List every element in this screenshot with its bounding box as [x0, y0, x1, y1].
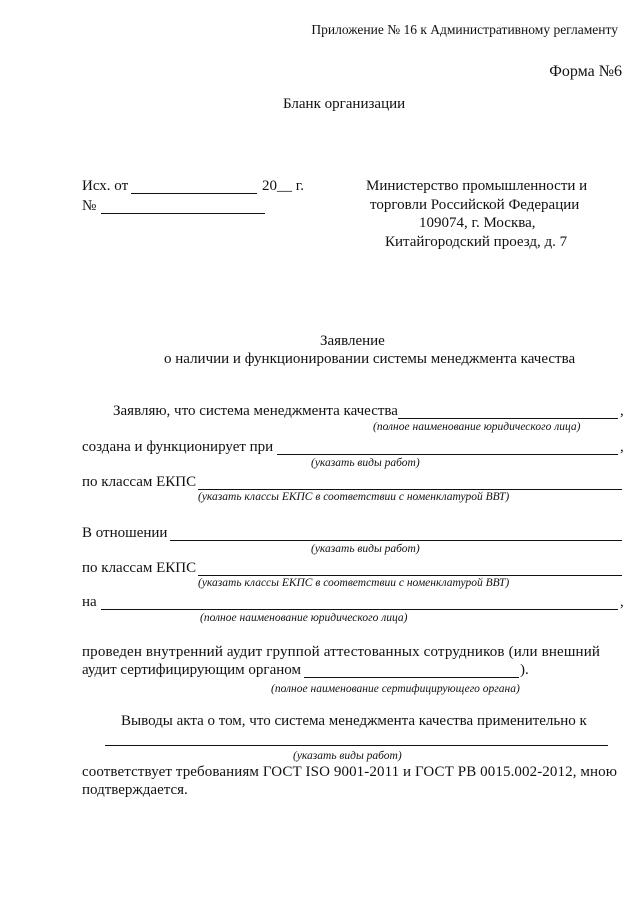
comma: , — [620, 594, 624, 610]
ekps-classes-text: по классам ЕКПС — [82, 560, 197, 576]
outgoing-date-field[interactable] — [131, 193, 257, 194]
audit-close: ). — [520, 662, 529, 678]
created-at-field[interactable] — [277, 454, 618, 455]
appendix-note: Приложение № 16 к Административному регламенту — [311, 22, 618, 37]
outgoing-ref-label: Исх. от — [82, 178, 129, 194]
comma: , — [620, 439, 624, 455]
legal-entity-hint: (полное наименование юридического лица) — [200, 612, 408, 624]
form-number: Форма №6 — [549, 63, 622, 80]
created-at-text: создана и функционирует при — [82, 439, 274, 455]
ekps-classes-hint: (указать классы ЕКПС в соответствии с номенклатурой ВВТ) — [198, 491, 510, 503]
outgoing-number-field[interactable] — [101, 213, 265, 214]
statement-text: Заявляю, что система менеджмента качества — [113, 403, 398, 419]
audit-text-line-1: проведен внутренний аудит группой аттестованных сотрудников (или внешний — [82, 644, 601, 660]
addressee-line-2: торговли Российской Федерации — [370, 197, 580, 213]
regarding-text: В отношении — [82, 525, 168, 541]
organization-blank-label: Бланк организации — [283, 96, 406, 112]
certifying-body-field[interactable] — [304, 677, 519, 678]
ekps-classes-field[interactable] — [198, 489, 622, 490]
on-text: на — [82, 594, 97, 610]
outgoing-year-label: 20__ г. — [262, 178, 304, 194]
document-title: Заявление — [320, 333, 385, 349]
work-types-hint: (указать виды работ) — [311, 543, 420, 555]
legal-entity-field[interactable] — [101, 609, 618, 610]
work-types-hint: (указать виды работ) — [293, 750, 402, 762]
work-types-hint: (указать виды работ) — [311, 457, 420, 469]
addressee-line-1: Министерство промышленности и — [366, 178, 588, 194]
audit-text-line-2: аудит сертифицирующим органом — [82, 662, 301, 678]
quality-system-field[interactable] — [398, 418, 618, 419]
ekps-classes-field[interactable] — [198, 575, 622, 576]
certifying-body-hint: (полное наименование сертифицирующего органа) — [271, 683, 520, 695]
conclusion-work-types-field[interactable] — [105, 745, 608, 746]
conclusion-text: Выводы акта о том, что система менеджмента качества применительно к — [121, 713, 587, 729]
regarding-field[interactable] — [170, 540, 622, 541]
addressee-line-3: 109074, г. Москва, — [419, 215, 536, 231]
addressee-line-4: Китайгородский проезд, д. 7 — [385, 234, 568, 250]
comma: , — [620, 403, 624, 419]
outgoing-number-label: № — [82, 198, 97, 214]
final-text-line-2: подтверждается. — [82, 782, 188, 798]
legal-entity-hint: (полное наименование юридического лица) — [373, 421, 581, 433]
document-subtitle: о наличии и функционировании системы менеджмента качества — [164, 351, 576, 367]
final-text-line-1: соответствует требованиям ГОСТ ISO 9001-2011 и ГОСТ РВ 0015.002-2012, мною — [82, 764, 618, 780]
ekps-classes-hint: (указать классы ЕКПС в соответствии с номенклатурой ВВТ) — [198, 577, 510, 589]
ekps-classes-text: по классам ЕКПС — [82, 474, 197, 490]
